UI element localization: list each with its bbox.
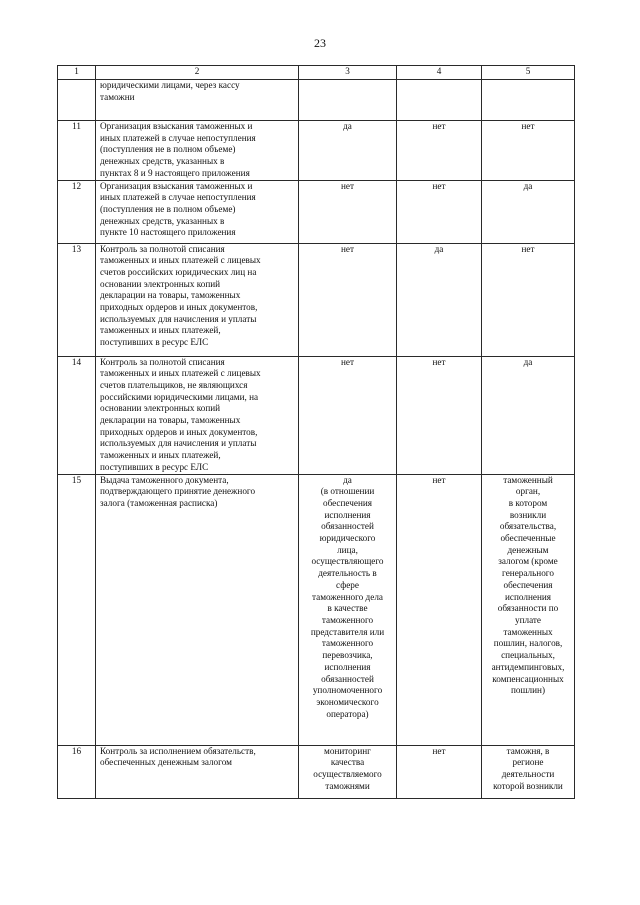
row-col4: да bbox=[397, 243, 482, 356]
row-description: Организация взыскания таможенных и иных платежей в случае непоступления (поступления не в полном объеме) денежных средств, указанных в пунктах 8 и 9 настоящего приложения bbox=[96, 121, 299, 181]
header-col-4: 4 bbox=[397, 66, 482, 80]
row-col4: нет bbox=[397, 474, 482, 745]
row-number: 15 bbox=[58, 474, 96, 745]
row-col4: нет bbox=[397, 745, 482, 798]
row-col3: нет bbox=[299, 356, 397, 474]
row-number: 12 bbox=[58, 180, 96, 243]
row-col5: нет bbox=[482, 243, 575, 356]
table-row bbox=[58, 80, 575, 121]
row-description: Контроль за полнотой списания таможенных и иных платежей с лицевых счетов российских юридических лиц на основании электронных копий декларации на товары, таможенных приходных ордеров и иных документов, используемых для начисления и уплаты таможенных и иных платежей, поступивших в ресурс ЕЛС bbox=[96, 243, 299, 356]
row-col5: да bbox=[482, 180, 575, 243]
page-number: 23 bbox=[314, 36, 326, 50]
row-col4 bbox=[397, 80, 482, 121]
row-col3: да (в отношении обеспечения исполнения обязанностей юридического лица, осуществляющего деятельность в сфере таможенного дела в качестве таможенного представителя или таможенного перевозчика, исполнения обязанностей уполномоченного экономического оператора) bbox=[299, 474, 397, 745]
row-description: Контроль за полнотой списания таможенных и иных платежей с лицевых счетов плательщиков, не являющихся российскими юридическими лицами, на основании электронных копий декларации на товары, таможенных приходных ордеров и иных документов, используемых для начисления и уплаты таможенных и иных платежей, поступивших в ресурс ЕЛС bbox=[96, 356, 299, 474]
table-row bbox=[58, 356, 575, 474]
row-number: 16 bbox=[58, 745, 96, 798]
header-col-1: 1 bbox=[58, 66, 96, 80]
table-row bbox=[58, 180, 575, 243]
row-number: 14 bbox=[58, 356, 96, 474]
row-description: юридическими лицами, через кассу таможни bbox=[96, 80, 299, 121]
row-col5: таможенный орган, в котором возникли обязательства, обеспеченные денежным залогом (кроме генерального обеспечения исполнения обязанности по уплате таможенных пошлин, налогов, специальных, антидемпинговых, компенсационных пошлин) bbox=[482, 474, 575, 745]
row-number: 11 bbox=[58, 121, 96, 181]
row-col5: да bbox=[482, 356, 575, 474]
row-col4: нет bbox=[397, 121, 482, 181]
table-header-row bbox=[58, 66, 575, 80]
table-row bbox=[58, 121, 575, 181]
row-col3 bbox=[299, 80, 397, 121]
table-row bbox=[58, 243, 575, 356]
row-number bbox=[58, 80, 96, 121]
table-row bbox=[58, 745, 575, 798]
row-col4: нет bbox=[397, 356, 482, 474]
row-col4: нет bbox=[397, 180, 482, 243]
row-col3: да bbox=[299, 121, 397, 181]
row-col5 bbox=[482, 80, 575, 121]
row-col3: мониторинг качества осуществляемого таможнями bbox=[299, 745, 397, 798]
header-col-2: 2 bbox=[96, 66, 299, 80]
row-number: 13 bbox=[58, 243, 96, 356]
row-col5: таможня, в регионе деятельности которой возникли bbox=[482, 745, 575, 798]
regulation-table bbox=[57, 65, 575, 799]
row-col3: нет bbox=[299, 180, 397, 243]
table-row bbox=[58, 474, 575, 745]
row-description: Выдача таможенного документа, подтверждающего принятие денежного залога (таможенная расписка) bbox=[96, 474, 299, 745]
header-col-3: 3 bbox=[299, 66, 397, 80]
row-col3: нет bbox=[299, 243, 397, 356]
row-description: Организация взыскания таможенных и иных платежей в случае непоступления (поступления не в полном объеме) денежных средств, указанных в пункте 10 настоящего приложения bbox=[96, 180, 299, 243]
row-col5: нет bbox=[482, 121, 575, 181]
header-col-5: 5 bbox=[482, 66, 575, 80]
row-description: Контроль за исполнением обязательств, обеспеченных денежным залогом bbox=[96, 745, 299, 798]
